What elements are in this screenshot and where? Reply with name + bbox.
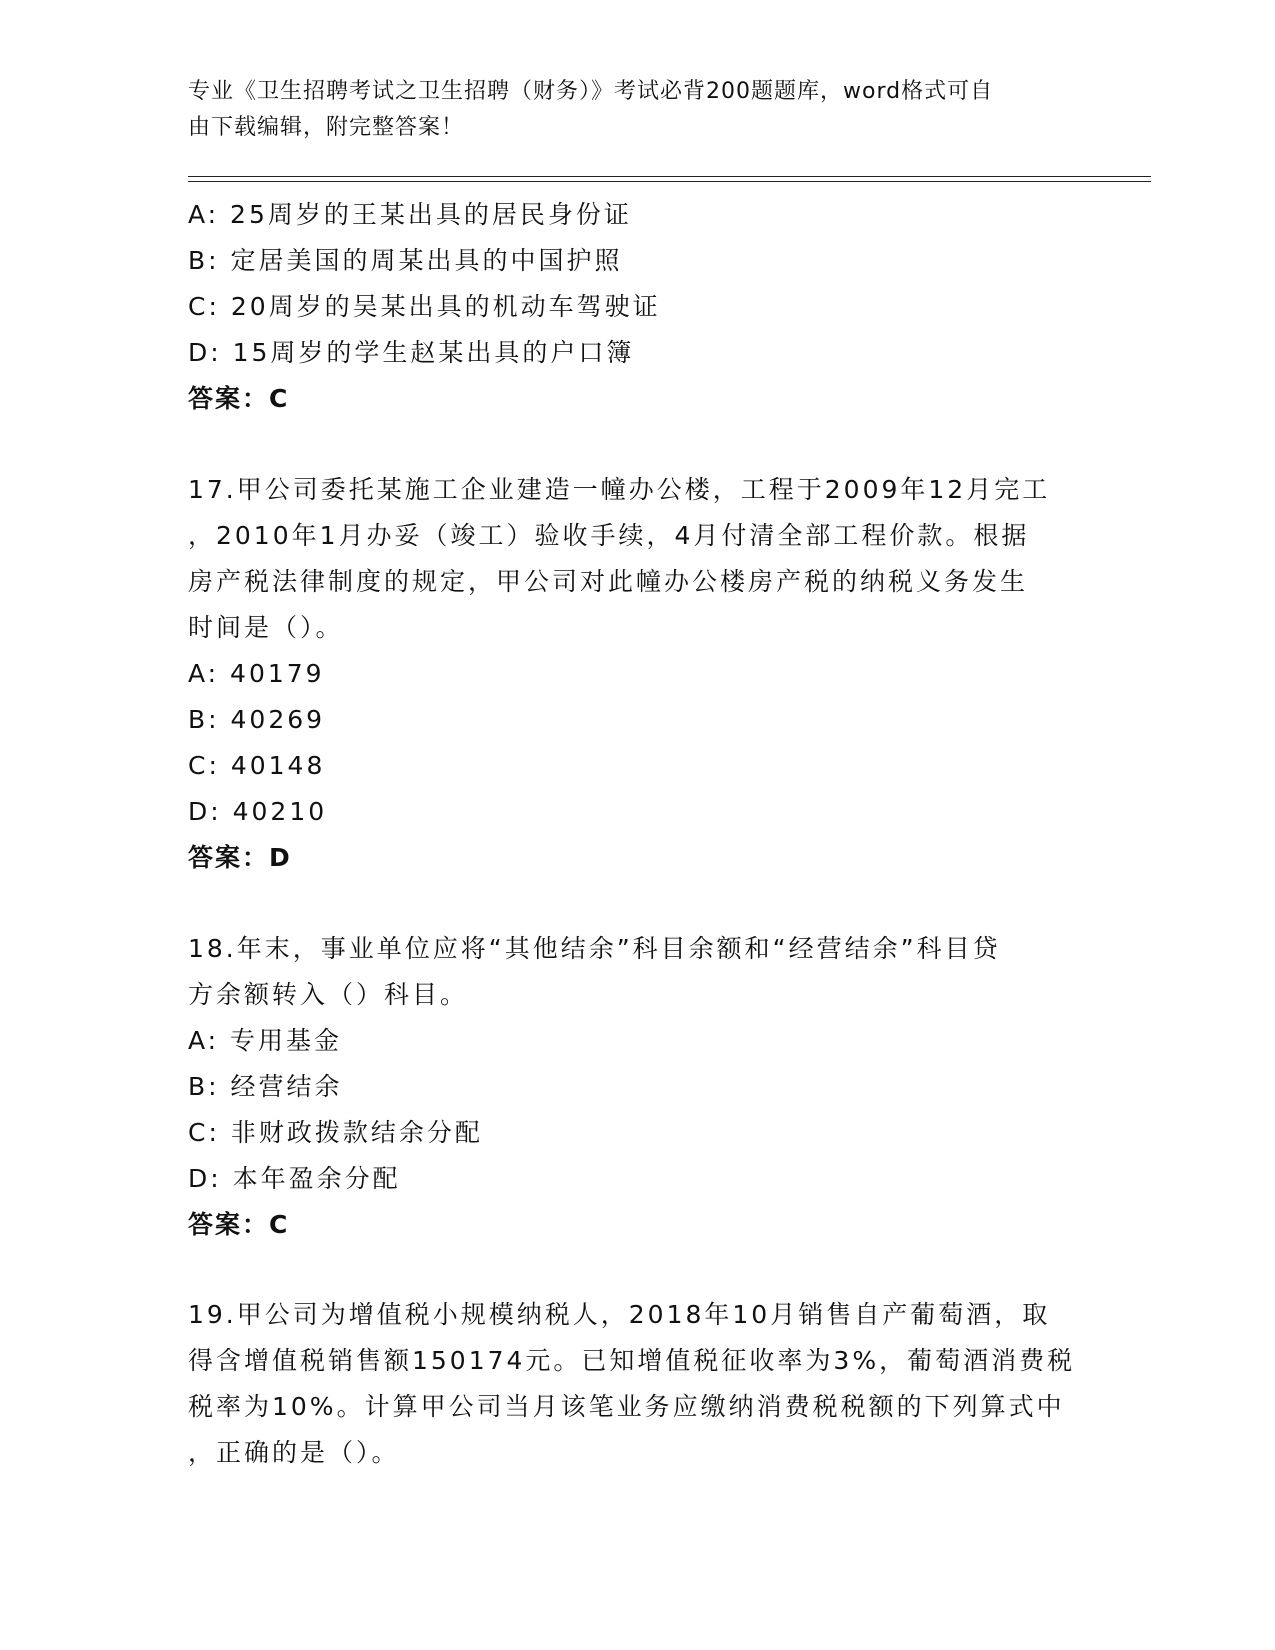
question-16	[188, 192, 1088, 422]
question-stem-line: ，2010年1月办妥（竣工）验收手续，4月付清全部工程价款。根据	[188, 521, 1030, 550]
option-c: C: 非财政拨款结余分配	[188, 1118, 483, 1147]
answer: 答案：C	[188, 384, 290, 413]
header-divider-top	[188, 176, 1151, 177]
option-d: D: 40210	[188, 797, 328, 826]
question-19	[188, 1292, 1088, 1476]
option-c: C: 20周岁的吴某出具的机动车驾驶证	[188, 292, 661, 321]
header-line-2: 由下载编辑，附完整答案！	[188, 115, 465, 140]
option-b: B: 定居美国的周某出具的中国护照	[188, 246, 623, 275]
header-line-1: 专业《卫生招聘考试之卫生招聘（财务）》考试必背200题题库，word格式可自	[188, 79, 994, 104]
question-stem-line: 税率为10%。计算甲公司当月该笔业务应缴纳消费税税额的下列算式中	[188, 1392, 1065, 1421]
option-b: B: 经营结余	[188, 1072, 343, 1101]
question-18	[188, 926, 1088, 1248]
spacer	[188, 422, 1088, 467]
question-stem-line: 房产税法律制度的规定，甲公司对此幢办公楼房产税的纳税义务发生	[188, 567, 1029, 596]
option-a: A: 25周岁的王某出具的居民身份证	[188, 200, 632, 229]
question-stem-line: 19.甲公司为增值税小规模纳税人，2018年10月销售自产葡萄酒，取	[188, 1300, 1051, 1329]
spacer	[188, 1248, 1088, 1292]
document-header	[188, 74, 1068, 146]
question-stem-line: 得含增值税销售额150174元。已知增值税征收率为3%，葡萄酒消费税	[188, 1346, 1076, 1375]
question-stem-line: 时间是（）。	[188, 613, 344, 642]
question-17	[188, 467, 1088, 881]
question-stem-line: 18.年末，事业单位应将“其他结余”科目余额和“经营结余”科目贷	[188, 934, 1001, 963]
option-d: D: 15周岁的学生赵某出具的户口簿	[188, 338, 635, 367]
question-stem-line: ，正确的是（）。	[188, 1438, 400, 1467]
option-a: A: 40179	[188, 659, 325, 688]
option-a: A: 专用基金	[188, 1026, 343, 1055]
header-divider-bottom	[188, 181, 1151, 182]
question-stem-line: 方余额转入（）科目。	[188, 980, 469, 1009]
question-stem-line: 17.甲公司委托某施工企业建造一幢办公楼，工程于2009年12月完工	[188, 475, 1051, 504]
option-b: B: 40269	[188, 705, 326, 734]
option-d: D: 本年盈余分配	[188, 1164, 401, 1193]
question-list	[188, 192, 1088, 1476]
option-c: C: 40148	[188, 751, 326, 780]
answer: 答案：D	[188, 843, 292, 872]
answer: 答案：C	[188, 1210, 290, 1239]
spacer	[188, 881, 1088, 926]
